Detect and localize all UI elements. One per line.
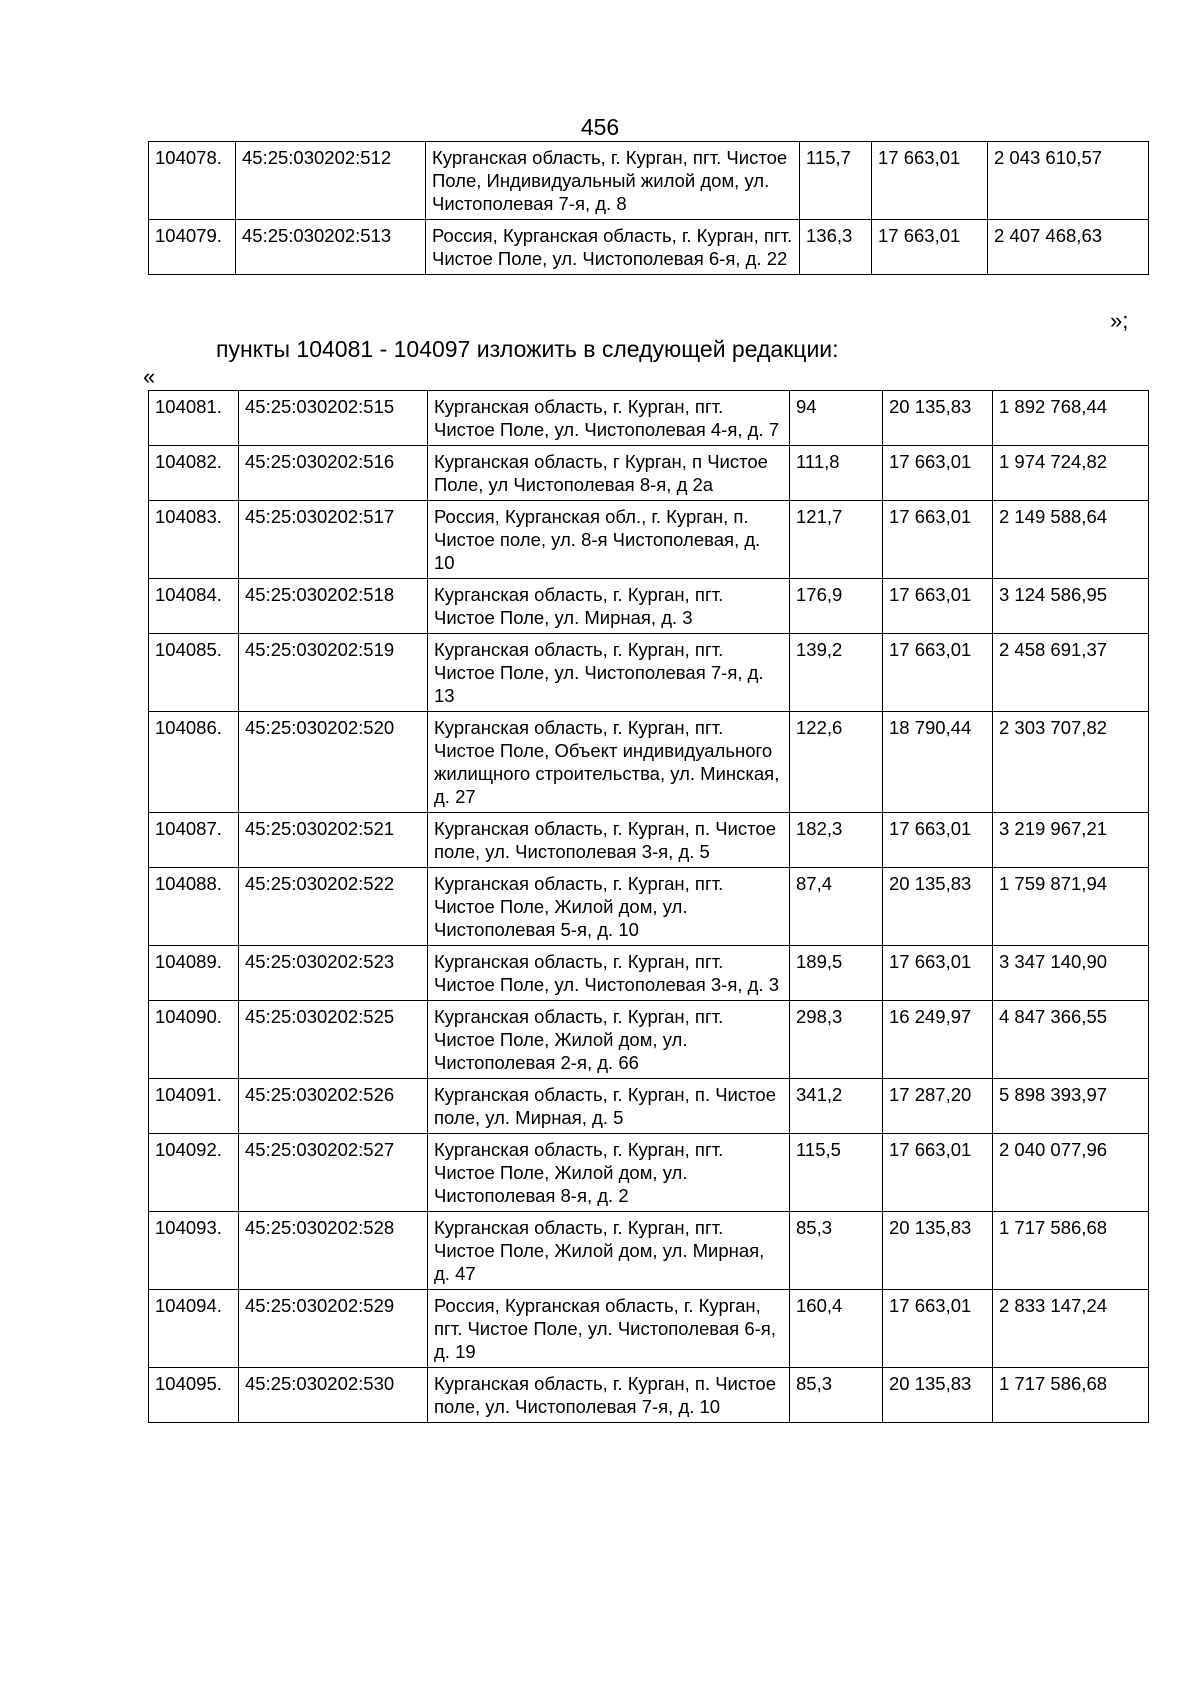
cell-address: Курганская область, г. Курган, пгт. Чистое Поле, Индивидуальный жилой дом, ул. Чистополевая 7-я, д. 8 [426, 142, 800, 220]
cell-unit-value: 17 663,01 [872, 142, 988, 220]
cell-address: Курганская область, г. Курган, пгт. Чистое Поле, Жилой дом, ул. Мирная, д. 47 [428, 1212, 790, 1290]
property-table-amended [148, 390, 1149, 1423]
cell-row-number: 104093. [149, 1212, 239, 1290]
cell-area: 341,2 [790, 1079, 883, 1134]
cell-row-number: 104081. [149, 391, 239, 446]
cell-unit-value: 20 135,83 [883, 1368, 993, 1423]
cell-address: Курганская область, г. Курган, пгт. Чистое Поле, ул. Мирная, д. 3 [428, 579, 790, 634]
table-row [149, 712, 1149, 813]
cell-cadastral-number: 45:25:030202:527 [239, 1134, 428, 1212]
cell-area: 94 [790, 391, 883, 446]
cell-cadastral-value: 2 833 147,24 [993, 1290, 1149, 1368]
cell-address: Курганская область, г. Курган, п. Чистое поле, ул. Чистополевая 3-я, д. 5 [428, 813, 790, 868]
table-row [149, 391, 1149, 446]
cell-area: 182,3 [790, 813, 883, 868]
cell-address: Курганская область, г. Курган, пгт. Чистое Поле, ул. Чистополевая 3-я, д. 3 [428, 946, 790, 1001]
cell-cadastral-value: 2 043 610,57 [988, 142, 1149, 220]
opening-quote: « [143, 364, 156, 389]
cell-cadastral-number: 45:25:030202:529 [239, 1290, 428, 1368]
cell-area: 298,3 [790, 1001, 883, 1079]
cell-area: 111,8 [790, 446, 883, 501]
cell-address: Россия, Курганская область, г. Курган, пгт. Чистое Поле, ул. Чистополевая 6-я, д. 19 [428, 1290, 790, 1368]
table-row [149, 813, 1149, 868]
closing-quote: »; [1110, 308, 1129, 333]
cell-cadastral-number: 45:25:030202:517 [239, 501, 428, 579]
table-row [149, 1134, 1149, 1212]
cell-unit-value: 20 135,83 [883, 868, 993, 946]
cell-cadastral-value: 3 124 586,95 [993, 579, 1149, 634]
cell-area: 115,5 [790, 1134, 883, 1212]
table-row [149, 1001, 1149, 1079]
table-row [149, 579, 1149, 634]
table-row [149, 1212, 1149, 1290]
cell-unit-value: 17 663,01 [883, 1134, 993, 1212]
cell-unit-value: 20 135,83 [883, 1212, 993, 1290]
cell-row-number: 104082. [149, 446, 239, 501]
cell-address: Курганская область, г. Курган, пгт. Чистое Поле, Жилой дом, ул. Чистополевая 5-я, д. 10 [428, 868, 790, 946]
cell-area: 85,3 [790, 1368, 883, 1423]
cell-unit-value: 16 249,97 [883, 1001, 993, 1079]
cell-unit-value: 17 663,01 [883, 579, 993, 634]
table-row [149, 142, 1149, 220]
cell-unit-value: 17 663,01 [883, 1290, 993, 1368]
cell-cadastral-value: 1 759 871,94 [993, 868, 1149, 946]
cell-address: Курганская область, г. Курган, пгт. Чистое Поле, Жилой дом, ул. Чистополевая 2-я, д. 66 [428, 1001, 790, 1079]
cell-cadastral-number: 45:25:030202:518 [239, 579, 428, 634]
cell-row-number: 104088. [149, 868, 239, 946]
table-row [149, 501, 1149, 579]
cell-cadastral-number: 45:25:030202:523 [239, 946, 428, 1001]
cell-area: 139,2 [790, 634, 883, 712]
table-row [149, 446, 1149, 501]
cell-unit-value: 20 135,83 [883, 391, 993, 446]
cell-cadastral-value: 2 149 588,64 [993, 501, 1149, 579]
cell-cadastral-value: 3 347 140,90 [993, 946, 1149, 1001]
cell-row-number: 104084. [149, 579, 239, 634]
cell-area: 189,5 [790, 946, 883, 1001]
cell-area: 176,9 [790, 579, 883, 634]
cell-address: Россия, Курганская обл., г. Курган, п. Чистое поле, ул. 8-я Чистополевая, д. 10 [428, 501, 790, 579]
cell-row-number: 104091. [149, 1079, 239, 1134]
cell-unit-value: 17 663,01 [883, 946, 993, 1001]
property-table-continued [148, 141, 1149, 275]
cell-cadastral-number: 45:25:030202:515 [239, 391, 428, 446]
cell-address: Курганская область, г Курган, п Чистое Поле, ул Чистополевая 8-я, д 2а [428, 446, 790, 501]
table-row [149, 1368, 1149, 1423]
cell-cadastral-value: 2 303 707,82 [993, 712, 1149, 813]
cell-cadastral-number: 45:25:030202:522 [239, 868, 428, 946]
cell-cadastral-value: 3 219 967,21 [993, 813, 1149, 868]
cell-cadastral-value: 2 458 691,37 [993, 634, 1149, 712]
cell-cadastral-number: 45:25:030202:530 [239, 1368, 428, 1423]
cell-area: 122,6 [790, 712, 883, 813]
cell-cadastral-number: 45:25:030202:516 [239, 446, 428, 501]
cell-row-number: 104095. [149, 1368, 239, 1423]
table-row [149, 946, 1149, 1001]
cell-row-number: 104079. [149, 220, 236, 275]
cell-address: Курганская область, г. Курган, пгт. Чистое Поле, ул. Чистополевая 7-я, д. 13 [428, 634, 790, 712]
cell-cadastral-number: 45:25:030202:525 [239, 1001, 428, 1079]
cell-cadastral-number: 45:25:030202:520 [239, 712, 428, 813]
cell-address: Курганская область, г. Курган, п. Чистое поле, ул. Мирная, д. 5 [428, 1079, 790, 1134]
table-row [149, 868, 1149, 946]
cell-cadastral-value: 1 974 724,82 [993, 446, 1149, 501]
cell-row-number: 104092. [149, 1134, 239, 1212]
cell-row-number: 104085. [149, 634, 239, 712]
table-row [149, 1079, 1149, 1134]
cell-cadastral-value: 1 717 586,68 [993, 1212, 1149, 1290]
cell-cadastral-value: 5 898 393,97 [993, 1079, 1149, 1134]
cell-row-number: 104089. [149, 946, 239, 1001]
cell-address: Курганская область, г. Курган, пгт. Чистое Поле, ул. Чистополевая 4-я, д. 7 [428, 391, 790, 446]
cell-area: 160,4 [790, 1290, 883, 1368]
cell-address: Курганская область, г. Курган, пгт. Чистое Поле, Объект индивидуального жилищного строительства, ул. Минская, д. 27 [428, 712, 790, 813]
cell-unit-value: 17 287,20 [883, 1079, 993, 1134]
table-row [149, 220, 1149, 275]
cell-row-number: 104094. [149, 1290, 239, 1368]
cell-cadastral-value: 2 040 077,96 [993, 1134, 1149, 1212]
cell-cadastral-number: 45:25:030202:526 [239, 1079, 428, 1134]
cell-cadastral-number: 45:25:030202:519 [239, 634, 428, 712]
cell-row-number: 104086. [149, 712, 239, 813]
cell-cadastral-number: 45:25:030202:521 [239, 813, 428, 868]
cell-cadastral-value: 2 407 468,63 [988, 220, 1149, 275]
cell-cadastral-value: 4 847 366,55 [993, 1001, 1149, 1079]
table-row [149, 634, 1149, 712]
table-row [149, 1290, 1149, 1368]
cell-area: 115,7 [800, 142, 872, 220]
page-number: 456 [580, 114, 620, 140]
cell-cadastral-number: 45:25:030202:528 [239, 1212, 428, 1290]
cell-cadastral-number: 45:25:030202:513 [236, 220, 426, 275]
cell-unit-value: 17 663,01 [883, 446, 993, 501]
cell-area: 85,3 [790, 1212, 883, 1290]
cell-unit-value: 18 790,44 [883, 712, 993, 813]
cell-row-number: 104087. [149, 813, 239, 868]
cell-unit-value: 17 663,01 [883, 501, 993, 579]
cell-cadastral-value: 1 892 768,44 [993, 391, 1149, 446]
cell-unit-value: 17 663,01 [872, 220, 988, 275]
cell-row-number: 104090. [149, 1001, 239, 1079]
cell-area: 87,4 [790, 868, 883, 946]
cell-area: 121,7 [790, 501, 883, 579]
amendment-instruction: пункты 104081 - 104097 изложить в следующей редакции: [216, 336, 839, 362]
cell-address: Курганская область, г. Курган, пгт. Чистое Поле, Жилой дом, ул. Чистополевая 8-я, д. 2 [428, 1134, 790, 1212]
cell-unit-value: 17 663,01 [883, 634, 993, 712]
cell-cadastral-number: 45:25:030202:512 [236, 142, 426, 220]
cell-row-number: 104078. [149, 142, 236, 220]
cell-area: 136,3 [800, 220, 872, 275]
cell-unit-value: 17 663,01 [883, 813, 993, 868]
cell-address: Курганская область, г. Курган, п. Чистое поле, ул. Чистополевая 7-я, д. 10 [428, 1368, 790, 1423]
cell-row-number: 104083. [149, 501, 239, 579]
cell-cadastral-value: 1 717 586,68 [993, 1368, 1149, 1423]
cell-address: Россия, Курганская область, г. Курган, пгт. Чистое Поле, ул. Чистополевая 6-я, д. 22 [426, 220, 800, 275]
